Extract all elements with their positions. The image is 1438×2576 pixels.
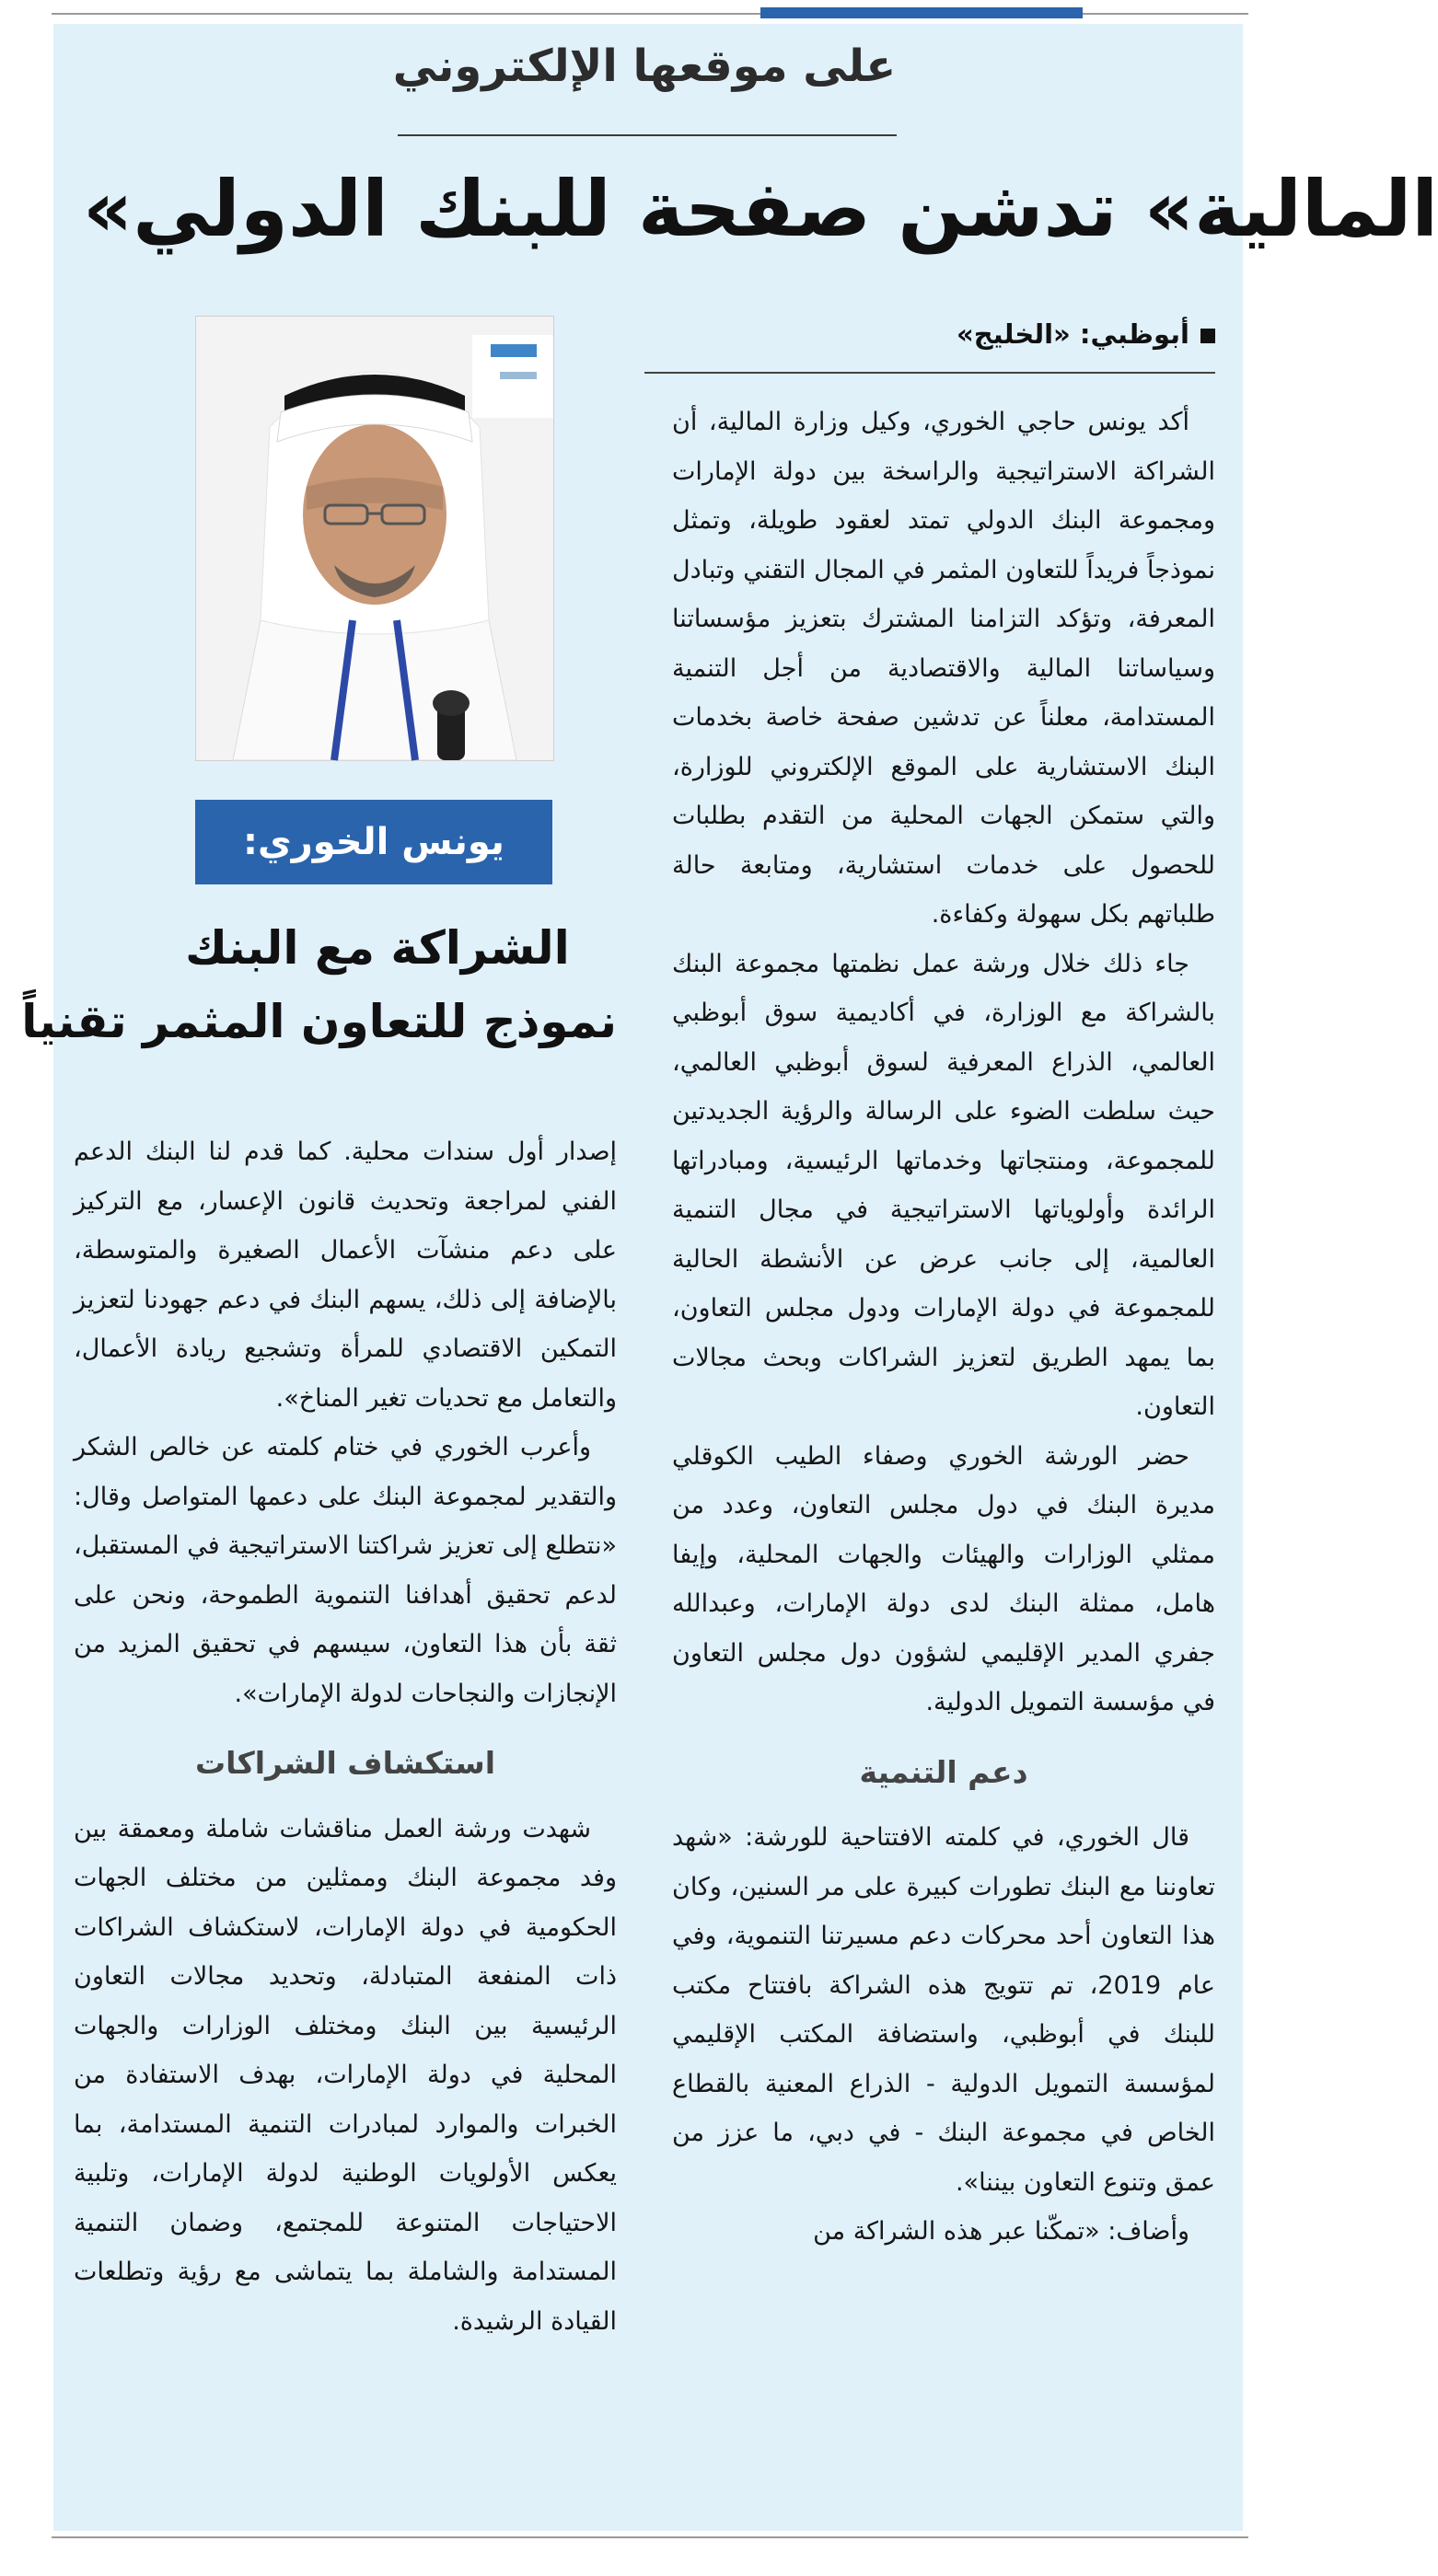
paragraph: إصدار أول سندات محلية. كما قدم لنا البنك الدعم الفني لمراجعة وتحديث قانون الإعسار، مع التركيز على دعم منشآت الأعمال الصغيرة والمتوسطة، بالإضافة إلى ذلك، يسهم البنك في دعم جهودنا لتعزيز التمكين الاقتصادي للمرأة وتشجيع ريادة الأعمال، والتعامل مع تحديات تغير المناخ». — [74, 1138, 617, 1413]
paragraph: حضر الورشة الخوري وصفاء الطيب الكوقلي مديرة البنك في دول مجلس التعاون، وعدد من ممثلي الوزارات والهيئات والجهات المحلية، وإيفا هامل، ممثلة البنك لدى دولة الإمارات، وعبدالله جفري المدير الإقليمي لشؤون دول مجلس التعاون في مؤسسة التمويل الدولية. — [672, 1441, 1215, 1716]
bottom-rule — [52, 2536, 1248, 2538]
kicker-underline — [398, 134, 897, 136]
pull-quote-line-1: الشراكة مع البنك — [185, 921, 570, 975]
section-accent-bar — [760, 7, 1083, 18]
article-headline: «المالية» تدشن صفحة للبنك الدولي — [83, 164, 1438, 254]
pull-quote-line-2: نموذج للتعاون المثمر تقنياً — [21, 995, 617, 1048]
dateline — [644, 318, 1215, 364]
portrait-photo — [195, 316, 554, 761]
subheading-exploring-partnerships: استكشاف الشراكات — [194, 1745, 496, 1781]
paragraph: وأضاف: «تمكّنا عبر هذه الشراكة من — [813, 2217, 1189, 2246]
dateline-text: أبوظبي: «الخليج» — [957, 318, 1189, 350]
speaker-name-tag: يونس الخوري: — [195, 800, 552, 884]
right-text-column — [672, 398, 1215, 2257]
left-text-column — [74, 1127, 617, 2346]
paragraph: شهدت ورشة العمل مناقشات شاملة ومعمقة بين وفد مجموعة البنك وممثلين من مختلف الجهات الحكومية في دولة الإمارات، لاستكشاف الشراكات ذات المنفعة المتبادلة، وتحديد مجالات التعاون الرئيسية بين البنك ومختلف الوزارات والجهات المحلية في دولة الإمارات، بهدف الاستفادة من الخبرات والموارد لمبادرات التنمية المستدامة، بما يعكس الأولويات الوطنية لدولة الإمارات، وتلبية الاحتياجات المتنوعة للمجتمع، وضمان التنمية المستدامة والشاملة بما يتماشى مع رؤية وتطلعات القيادة الرشيدة. — [74, 1814, 617, 2336]
square-bullet-icon — [1200, 329, 1215, 343]
paragraph: جاء ذلك خلال ورشة عمل نظمتها مجموعة البنك بالشراكة مع الوزارة، في أكاديمية سوق أبوظبي العالمي، الذراع المعرفية لسوق أبوظبي العالمي، حيث سلطت الضوء على الرسالة والرؤية الجديدتين للمجموعة، ومنتجاتها وخدماتها الرئيسية، ومبادراتها الرائدة وأولوياتها الاستراتيجية في مجال التنمية العالمية، إلى جانب عرض عن الأنشطة الحالية للمجموعة في دولة الإمارات ودول مجلس التعاون، بما يمهد الطريق لتعزيز الشراكات وبحث مجالات التعاون. — [672, 949, 1215, 1421]
article-kicker: على موقعها الإلكتروني — [392, 40, 897, 92]
paragraph: وأعرب الخوري في ختام كلمته عن خالص الشكر والتقدير لمجموعة البنك على دعمها المتواصل وقال: «نتطلع إلى تعزيز شراكتنا الاستراتيجية في المستقبل، لدعم تحقيق أهدافنا التنموية الطموحة، ونحن على ثقة بأن هذا التعاون، سيسهم في تحقيق المزيد من الإنجازات والنجاحات لدولة الإمارات». — [74, 1433, 617, 1708]
portrait-illustration — [196, 317, 553, 760]
subheading-development-support: دعم التنمية — [859, 1753, 1028, 1790]
paragraph: أكد يونس حاجي الخوري، وكيل وزارة المالية، أن الشراكة الاستراتيجية والراسخة بين دولة الإمارات ومجموعة البنك الدولي تمتد لعقود طويلة، وتمثل نموذجاً فريداً للتعاون المثمر في المجال التقني وتبادل المعرفة، وتؤكد التزامنا المشترك بتعزيز مؤسساتنا وسياساتنا المالية والاقتصادية من أجل التنمية المستدامة، معلناً عن تدشين صفحة خاصة بخدمات البنك الاستشارية على الموقع الإلكتروني للوزارة، والتي ستمكن الجهات المحلية من التقدم بطلبات للحصول على خدمات استشارية، ومتابعة حالة طلباتهم بكل سهولة وكفاءة. — [672, 408, 1215, 929]
dateline-rule — [644, 372, 1215, 374]
paragraph: قال الخوري، في كلمته الافتتاحية للورشة: «شهد تعاوننا مع البنك تطورات كبيرة على مر السنين، وكان هذا التعاون أحد محركات دعم مسيرتنا التنموية، وفي عام 2019، تم تتويج هذه الشراكة بافتتاح مكتب للبنك في أبوظبي، واستضافة المكتب الإقليمي لمؤسسة التمويل الدولية - الذراع المعنية بالقطاع الخاص في مجموعة البنك - في دبي، ما عزز من عمق وتنوع التعاون بيننا». — [672, 1823, 1215, 2197]
pull-quote — [21, 911, 617, 1058]
